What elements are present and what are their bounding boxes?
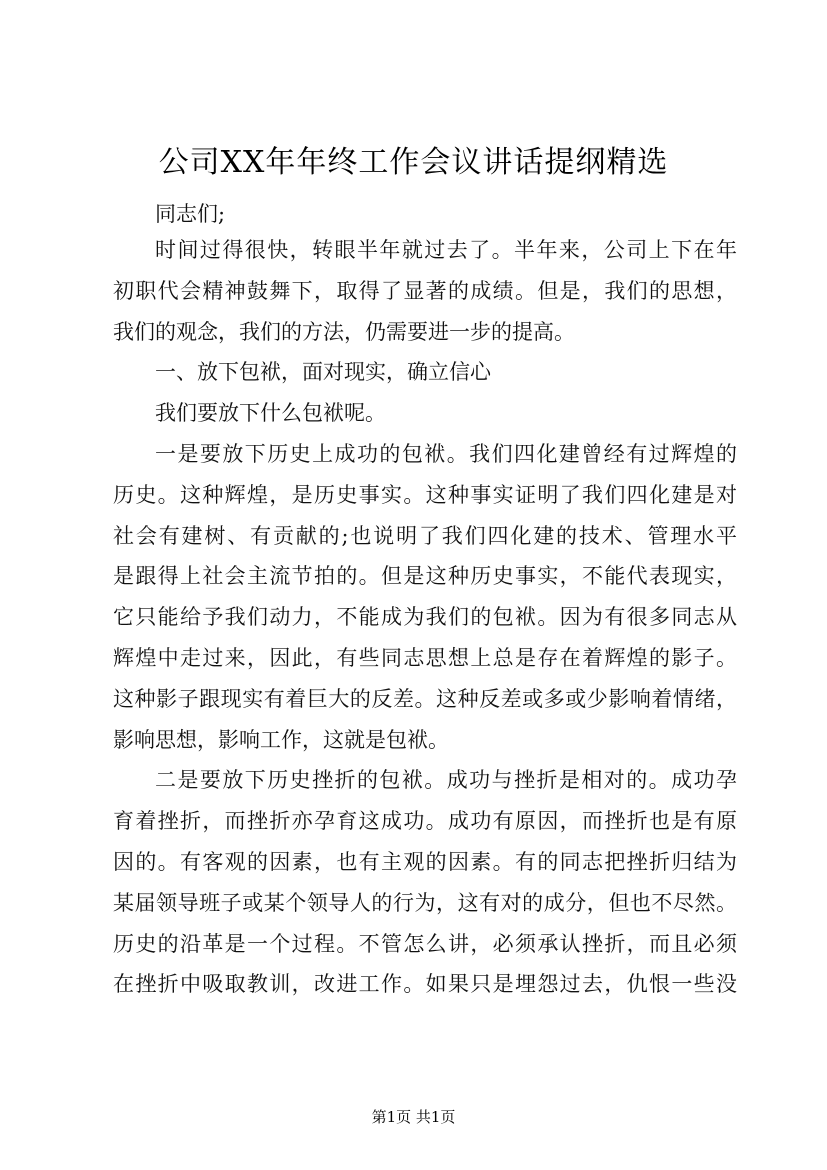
- body-line: 我们要放下什么包袱呢。: [155, 401, 386, 426]
- body-line: 因的。有客观的因素，也有主观的因素。有的同志把挫折归结为: [113, 849, 737, 874]
- body-line: 辉煌中走过来，因此，有些同志思想上总是存在着辉煌的影子。: [113, 645, 737, 670]
- document-body: [113, 230, 737, 1005]
- body-line: 某届领导班子或某个领导人的行为，这有对的成分，但也不尽然。: [113, 890, 737, 915]
- page-footer: 第1页 共1页: [371, 1108, 456, 1126]
- body-line: 我们的观念，我们的方法，仍需要进一步的提高。: [113, 319, 575, 344]
- body-line: 历史。这种辉煌，是历史事实。这种事实证明了我们四化建是对: [113, 482, 737, 507]
- body-line: 是跟得上社会主流节拍的。但是这种历史事实，不能代表现实，: [113, 564, 737, 589]
- body-line: 影响思想，影响工作，这就是包袱。: [113, 727, 449, 752]
- body-line: 在挫折中吸取教训，改进工作。如果只是埋怨过去，仇恨一些没: [113, 972, 737, 997]
- body-line: 历史的沿革是一个过程。不管怎么讲，必须承认挫折，而且必须: [113, 931, 737, 956]
- document-title: 公司XX年年终工作会议讲话提纲精选: [158, 145, 669, 180]
- body-line: 它只能给予我们动力，不能成为我们的包袱。因为有很多同志从: [113, 605, 737, 630]
- body-line: 时间过得很快，转眼半年就过去了。半年来，公司上下在年: [155, 238, 737, 262]
- body-line: 二是要放下历史挫折的包袱。成功与挫折是相对的。成功孕: [155, 768, 737, 793]
- salutation: 同志们;: [155, 202, 226, 226]
- body-line: 初职代会精神鼓舞下，取得了显著的成绩。但是，我们的思想，: [113, 278, 737, 303]
- body-line: 社会有建树、有贡献的;也说明了我们四化建的技术、管理水平: [113, 523, 737, 548]
- body-line: 一、放下包袱，面对现实，确立信心: [155, 360, 491, 385]
- body-line: 这种影子跟现实有着巨大的反差。这种反差或多或少影响着情绪，: [113, 686, 737, 711]
- body-line: 一是要放下历史上成功的包袱。我们四化建曾经有过辉煌的: [155, 441, 737, 466]
- body-line: 育着挫折，而挫折亦孕育这成功。成功有原因，而挫折也是有原: [113, 809, 737, 834]
